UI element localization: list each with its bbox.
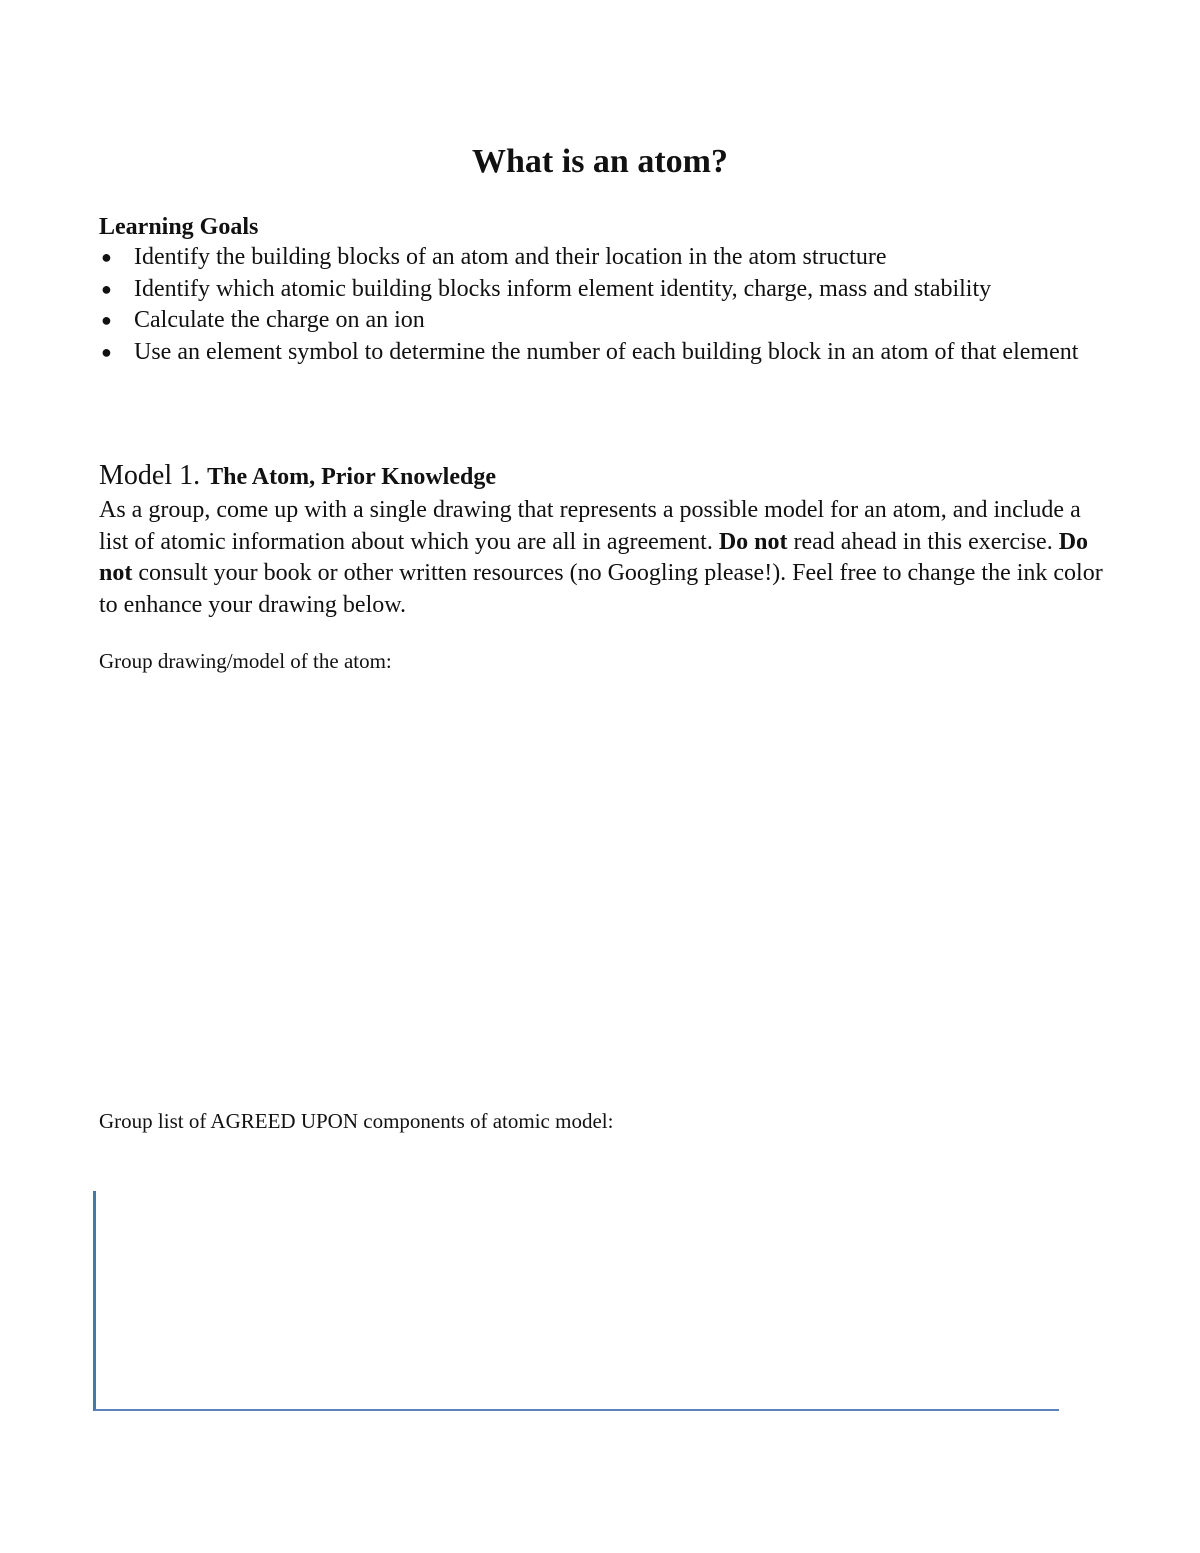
components-list-label: Group list of AGREED UPON components of atomic model:	[99, 1109, 614, 1133]
model-instructions	[99, 495, 1109, 621]
instructions-emphasis: Do not	[99, 528, 1089, 586]
learning-goal-item	[99, 242, 1099, 274]
bullet-icon: ●	[101, 310, 112, 330]
learning-goal-text: Calculate the charge on an ion	[134, 307, 425, 333]
learning-goal-item	[99, 305, 1099, 337]
learning-goals-heading: Learning Goals	[99, 214, 259, 240]
bullet-icon: ●	[101, 278, 112, 299]
components-answer-box[interactable]	[93, 1191, 1059, 1411]
learning-goal-item	[99, 274, 1099, 306]
instructions-text: read ahead in this exercise.	[793, 528, 1053, 555]
learning-goal-text: Use an element symbol to determine the number of each building block in an atom of that element	[134, 338, 1079, 365]
instructions-text: consult your book or other written resources (no Googling please!). Feel free to change the ink color to enhance your drawing below.	[99, 560, 1103, 618]
learning-goals-list	[99, 242, 1099, 368]
bullet-icon: ●	[101, 341, 112, 362]
learning-goal-text: Identify which atomic building blocks inform element identity, charge, mass and stability	[134, 275, 992, 302]
page-title: What is an atom?	[472, 143, 728, 180]
drawing-area-label: Group drawing/model of the atom:	[99, 649, 392, 673]
learning-goal-item	[99, 337, 1099, 369]
model-heading	[99, 458, 496, 495]
learning-goal-text: Identify the building blocks of an atom and their location in the atom structure	[134, 244, 887, 270]
instructions-text: As a group, come up with a single drawing that represents a possible model for an atom, and include a list of atomic information about which you are all in agreement.	[99, 497, 1081, 555]
model-subtitle: The Atom, Prior Knowledge	[207, 464, 496, 490]
model-label: Model 1.	[99, 460, 201, 491]
bullet-icon: ●	[101, 247, 112, 267]
instructions-emphasis: Do not	[718, 528, 788, 555]
